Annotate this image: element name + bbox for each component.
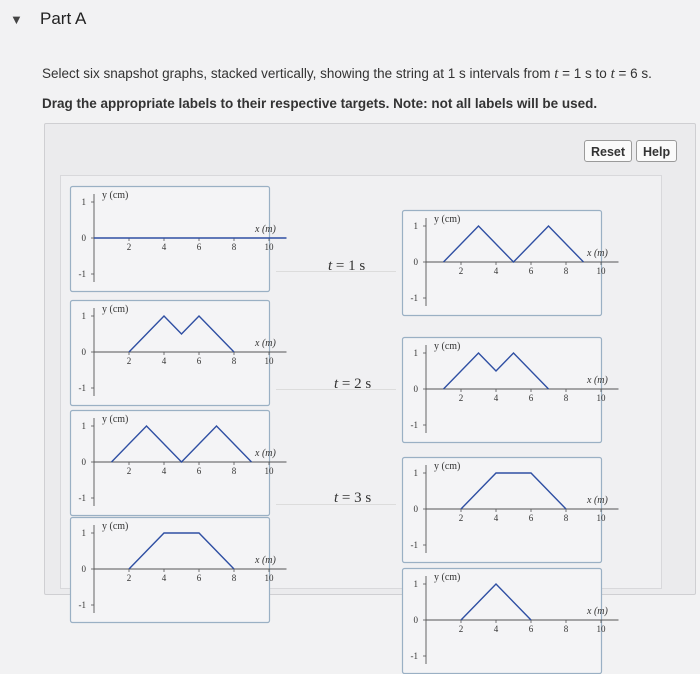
y-tick-label: 1	[81, 197, 86, 207]
x-tick-label: 2	[126, 573, 132, 583]
x-tick-label: 2	[458, 513, 464, 523]
x-tick-label: 2	[458, 266, 464, 276]
y-axis-label: y (cm)	[434, 341, 461, 352]
x-tick-label: 4	[493, 266, 499, 276]
x-axis-label: x (m)	[255, 338, 276, 349]
help-button[interactable]: Help	[636, 140, 677, 162]
graph-svg	[402, 568, 608, 674]
x-tick-label: 6	[528, 266, 534, 276]
x-tick-label: 6	[196, 242, 202, 252]
y-axis-label: y (cm)	[434, 461, 461, 472]
x-tick-label: 8	[563, 513, 569, 523]
y-tick-label: 0	[81, 347, 86, 357]
y-tick-label: 1	[81, 421, 86, 431]
x-tick-label: 4	[493, 513, 499, 523]
graph-card-wide-double[interactable]	[70, 300, 276, 406]
graph-card-two-peaks-right[interactable]	[402, 210, 608, 316]
graph-svg	[402, 337, 608, 443]
y-tick-label: 0	[81, 564, 86, 574]
x-tick-label: 4	[161, 242, 167, 252]
x-tick-label: 6	[528, 513, 534, 523]
x-axis-label: x (m)	[587, 495, 608, 506]
y-axis-label: y (cm)	[434, 572, 461, 583]
part-title: Part A	[40, 9, 87, 28]
x-tick-label: 2	[126, 466, 132, 476]
target-label-t3[interactable]: t = 3 s	[334, 490, 372, 506]
y-tick-label: 0	[413, 257, 418, 267]
x-tick-label: 4	[493, 624, 499, 634]
x-tick-label: 10	[596, 266, 606, 276]
graph-card-trapezoid[interactable]	[70, 517, 276, 623]
graph-card-partial-triangle[interactable]	[402, 457, 608, 563]
y-tick-label: -1	[78, 493, 86, 503]
y-tick-label: -1	[410, 540, 418, 550]
x-axis-label: x (m)	[255, 448, 276, 459]
x-tick-label: 8	[231, 242, 237, 252]
x-tick-label: 8	[563, 624, 569, 634]
y-axis-label: y (cm)	[102, 521, 129, 532]
target-label-t1[interactable]: t = 1 s	[328, 258, 366, 274]
y-tick-label: 1	[413, 579, 418, 589]
x-tick-label: 6	[196, 466, 202, 476]
graph-svg	[70, 517, 276, 623]
graph-card-partial-bottom[interactable]	[402, 568, 608, 674]
y-axis-label: y (cm)	[102, 190, 129, 201]
x-axis-label: x (m)	[255, 224, 276, 235]
graph-card-offset-double[interactable]	[402, 337, 608, 443]
graph-svg	[70, 186, 276, 292]
target-label-t2[interactable]: t = 2 s	[334, 376, 372, 392]
y-tick-label: 1	[413, 468, 418, 478]
y-axis-label: y (cm)	[434, 214, 461, 225]
graph-card-flat[interactable]	[70, 186, 276, 292]
x-tick-label: 2	[126, 242, 132, 252]
y-tick-label: 0	[413, 615, 418, 625]
x-tick-label: 8	[563, 266, 569, 276]
x-tick-label: 2	[458, 393, 464, 403]
collapse-caret-icon[interactable]: ▼	[10, 12, 23, 27]
x-tick-label: 10	[596, 393, 606, 403]
y-axis-label: y (cm)	[102, 414, 129, 425]
reset-button[interactable]: Reset	[584, 140, 632, 162]
y-tick-label: 1	[81, 311, 86, 321]
y-tick-label: -1	[410, 293, 418, 303]
y-tick-label: -1	[78, 269, 86, 279]
y-tick-label: 1	[81, 528, 86, 538]
x-tick-label: 4	[161, 356, 167, 366]
x-tick-label: 2	[458, 624, 464, 634]
x-tick-label: 8	[563, 393, 569, 403]
x-tick-label: 10	[264, 356, 274, 366]
instruction-text: Select six snapshot graphs, stacked vertically, showing the string at 1 s intervals from t = 1 s to t = 6 s.	[42, 66, 652, 82]
y-tick-label: 1	[413, 348, 418, 358]
y-axis-label: y (cm)	[102, 304, 129, 315]
x-tick-label: 10	[596, 513, 606, 523]
drag-instruction: Drag the appropriate labels to their respective targets. Note: not all labels will be used.	[42, 96, 598, 111]
y-tick-label: 0	[413, 504, 418, 514]
x-tick-label: 8	[231, 356, 237, 366]
x-axis-label: x (m)	[587, 606, 608, 617]
graph-card-two-peaks[interactable]	[70, 410, 276, 516]
y-tick-label: 1	[413, 221, 418, 231]
x-axis-label: x (m)	[587, 375, 608, 386]
x-tick-label: 4	[493, 393, 499, 403]
y-tick-label: 0	[81, 457, 86, 467]
graph-svg	[70, 410, 276, 516]
x-tick-label: 6	[528, 624, 534, 634]
x-tick-label: 6	[196, 573, 202, 583]
x-tick-label: 6	[196, 356, 202, 366]
y-tick-label: -1	[410, 420, 418, 430]
x-tick-label: 4	[161, 466, 167, 476]
x-tick-label: 10	[264, 573, 274, 583]
graph-svg	[402, 210, 608, 316]
x-tick-label: 10	[264, 466, 274, 476]
x-axis-label: x (m)	[255, 555, 276, 566]
y-tick-label: -1	[410, 651, 418, 661]
x-tick-label: 6	[528, 393, 534, 403]
x-tick-label: 10	[596, 624, 606, 634]
graph-svg	[402, 457, 608, 563]
x-tick-label: 2	[126, 356, 132, 366]
y-tick-label: 0	[413, 384, 418, 394]
x-tick-label: 8	[231, 466, 237, 476]
part-header[interactable]	[0, 0, 700, 40]
graph-svg	[70, 300, 276, 406]
x-axis-label: x (m)	[587, 248, 608, 259]
y-tick-label: -1	[78, 383, 86, 393]
y-tick-label: -1	[78, 600, 86, 610]
x-tick-label: 4	[161, 573, 167, 583]
x-tick-label: 10	[264, 242, 274, 252]
y-tick-label: 0	[81, 233, 86, 243]
x-tick-label: 8	[231, 573, 237, 583]
